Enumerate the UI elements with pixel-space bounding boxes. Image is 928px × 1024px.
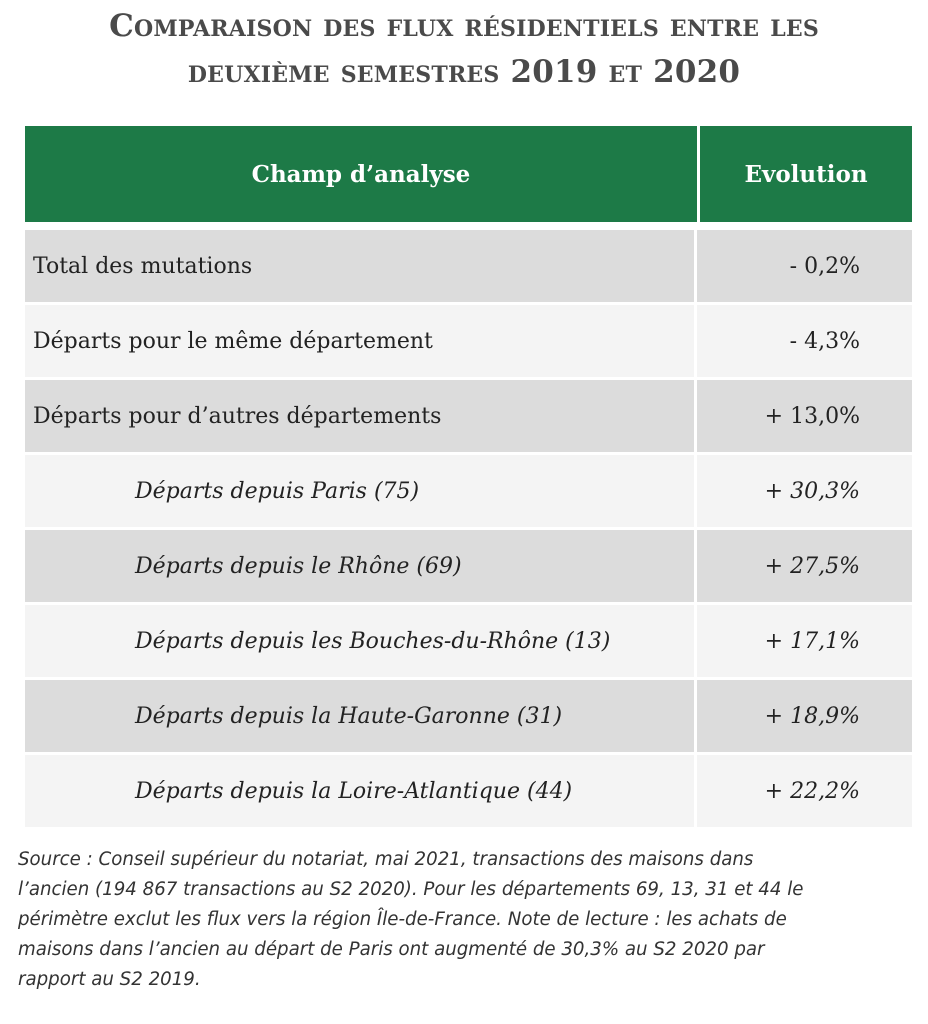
- row-label: Départs depuis les Bouches-du-Rhône (13): [25, 605, 697, 677]
- table-row: [25, 680, 912, 752]
- table-row: [25, 530, 912, 602]
- row-value: + 27,5%: [697, 530, 912, 602]
- row-label: Départs depuis Paris (75): [25, 455, 697, 527]
- source-note: [18, 845, 918, 995]
- table-header: [25, 126, 912, 222]
- row-value: - 4,3%: [697, 305, 912, 377]
- row-label: Total des mutations: [25, 230, 697, 302]
- evolution-table: [25, 126, 912, 830]
- title-line-1: Comparaison des flux résidentiels entre les: [109, 8, 819, 44]
- source-line-4: maisons dans l’ancien au départ de Paris ont augmenté de 30,3% au S2 2020 par: [18, 939, 765, 960]
- table-row: [25, 380, 912, 452]
- table-row: [25, 605, 912, 677]
- row-label: Départs depuis la Haute-Garonne (31): [25, 680, 697, 752]
- row-label: Départs depuis le Rhône (69): [25, 530, 697, 602]
- row-label: Départs pour d’autres départements: [25, 380, 697, 452]
- table-row: [25, 230, 912, 302]
- title-line-2: deuxième semestres 2019 et 2020: [187, 54, 741, 90]
- row-value: + 30,3%: [697, 455, 912, 527]
- row-value: + 17,1%: [697, 605, 912, 677]
- table-row: [25, 305, 912, 377]
- header-evolution: Evolution: [744, 160, 868, 188]
- table-row: [25, 755, 912, 827]
- source-line-1: Source : Conseil supérieur du notariat, mai 2021, transactions des maisons dans: [18, 849, 754, 870]
- row-label: Départs depuis la Loire-Atlantique (44): [25, 755, 697, 827]
- table-row: [25, 455, 912, 527]
- row-value: + 22,2%: [697, 755, 912, 827]
- source-line-2: l’ancien (194 867 transactions au S2 2020). Pour les départements 69, 13, 31 et 44 le: [18, 879, 804, 900]
- source-line-5: rapport au S2 2019.: [18, 969, 201, 990]
- row-value: + 18,9%: [697, 680, 912, 752]
- source-line-3: périmètre exclut les flux vers la région Île-de-France. Note de lecture : les achats de: [18, 909, 787, 930]
- row-value: - 0,2%: [697, 230, 912, 302]
- row-value: + 13,0%: [697, 380, 912, 452]
- header-champ-analyse: Champ d’analyse: [25, 126, 700, 222]
- row-label: Départs pour le même département: [25, 305, 697, 377]
